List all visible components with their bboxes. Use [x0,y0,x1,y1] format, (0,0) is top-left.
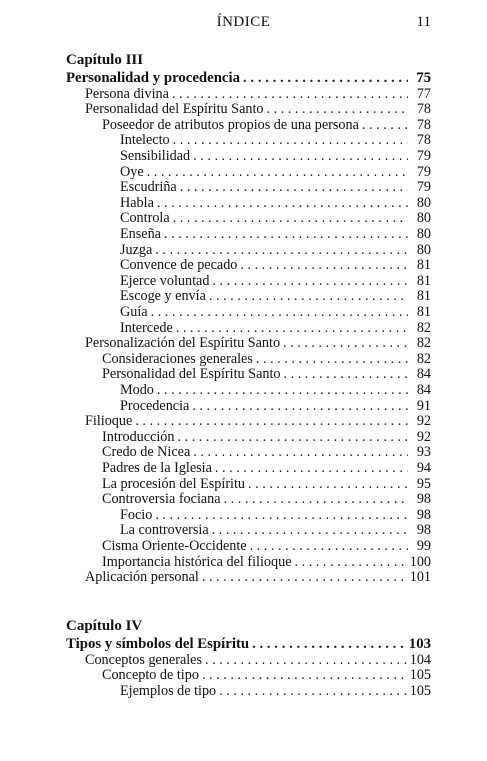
toc-entry-label: Modo [120,382,154,398]
toc-entry-label: Intelecto [120,132,170,149]
toc-entry-label: La procesión del Espíritu [102,475,246,492]
toc-entry-page: 79 [416,179,431,196]
toc-entry-page: 92 [416,413,431,430]
toc-entry-page: 78 [416,101,431,118]
toc-entry-label: Personalidad y procedencia [66,70,241,86]
toc-entry-label: Persona divina [85,85,169,102]
toc-entry-page: 101 [409,569,431,586]
toc-entry-page: 75 [416,70,431,86]
toc-entry-label: Guía [120,304,148,320]
toc-entry-page: 98 [416,491,431,508]
toc-entry-label: Oye [120,163,144,180]
toc-entry-page: 79 [416,163,431,180]
toc-entry-page: 84 [416,382,431,398]
toc-entry-page: 93 [416,444,431,461]
toc-entry [102,460,431,476]
dot-leader [256,351,408,367]
dot-leader [155,507,408,523]
toc-entry-page: 77 [416,85,431,102]
toc-entry-label: Intercede [120,319,173,336]
toc-entry-label: Aplicación personal [85,569,199,586]
dot-leader [147,164,408,180]
toc-entry-page: 81 [416,304,431,320]
toc-entry-label: Escudriña [120,179,177,196]
dot-leader [248,476,408,492]
dot-leader [173,210,408,226]
toc-entry [120,257,431,273]
toc-entry-label: Ejemplos de tipo [120,682,217,699]
toc-entry-label: Personalidad del Espíritu Santo [102,366,281,383]
toc-entry-label: Focio [120,506,153,523]
chapter-label: Capítulo IV [66,618,143,634]
dot-leader [252,636,406,652]
toc-entry [120,288,431,304]
toc-entry [120,195,431,211]
toc-entry-page: 98 [416,522,431,539]
dot-leader [202,569,407,585]
toc-entry-label: Importancia histórica del filioque [102,553,292,570]
toc-entry [85,335,431,351]
toc-entry-label: Tipos y símbolos del Espíritu [66,636,250,652]
toc-entry-page: 78 [416,116,431,133]
toc-entry [102,351,431,367]
toc-entry-page: 82 [416,335,431,352]
toc-entry-label: Personalidad del Espíritu Santo [85,101,264,118]
dot-leader [205,652,407,668]
toc-entry [102,429,431,445]
dot-leader [164,226,408,242]
toc-entry-label: Padres de la Iglesia [102,460,212,476]
toc-entry-label: Controla [120,210,170,227]
dot-leader [151,304,408,320]
toc-entry-page: 84 [416,366,431,383]
dot-leader [173,132,408,148]
toc-entry-page: 80 [416,226,431,242]
toc-entry-page: 98 [416,506,431,523]
dot-leader [224,491,408,507]
toc-entry [85,101,431,117]
toc-entry [120,304,431,320]
toc-entry [120,398,431,414]
toc-entry-label: Filioque [85,413,133,430]
toc-entry-label: Controversia fociana [102,491,221,508]
toc-entry-page: 81 [416,257,431,274]
dot-leader [284,366,408,382]
toc-entry-label: Conceptos generales [85,651,203,668]
toc-entry-label: Cisma Oriente-Occidente [102,538,247,554]
toc-entry [120,507,431,523]
toc-entry-label: Concepto de tipo [102,667,199,684]
dot-leader [178,429,409,445]
toc-entry [120,179,431,195]
toc-entry-page: 91 [416,397,431,414]
toc-entry-label: Procedencia [120,397,190,414]
toc-entry [102,366,431,382]
toc-entry-page: 79 [416,148,431,164]
toc-entry-label: Consideraciones generales [102,350,253,367]
toc-entry-page: 94 [416,460,431,476]
dot-leader [176,320,408,336]
dot-leader [362,117,408,133]
dot-leader [180,179,408,195]
toc-entry [85,413,431,429]
toc-entry-label: Sensibilidad [120,148,191,164]
toc-entry-label: Escoge y envía [120,288,206,305]
toc-entry-page: 95 [416,475,431,492]
toc-entry-page: 81 [416,288,431,305]
toc-entry-label: Poseedor de atributos propios de una persona [102,116,359,133]
dot-leader [155,242,408,258]
page-title: ÍNDICE [216,14,271,30]
toc-entry-page: 100 [409,553,431,570]
toc-entry [120,273,431,289]
dot-leader [157,195,408,211]
chapter-title-entry [66,636,431,652]
toc-entry [102,117,431,133]
toc-entry-page: 80 [416,210,431,227]
toc-entry [85,652,431,668]
toc-entry [102,538,431,554]
toc-entry-page: 82 [416,319,431,336]
toc-entry-page: 82 [416,350,431,367]
toc-entry [120,148,431,164]
toc-entry [120,320,431,336]
toc-entry-page: 81 [416,272,431,289]
toc-entry [120,242,431,258]
toc-entry-label: Convence de pecado [120,257,238,274]
dot-leader [212,522,408,538]
page-number: 11 [416,14,431,30]
toc-entry [102,476,431,492]
dot-leader [215,460,408,476]
dot-leader [193,148,408,164]
dot-leader [135,413,408,429]
dot-leader [243,70,408,86]
toc-entry [120,683,431,699]
toc-entry [120,226,431,242]
running-head [0,14,487,36]
dot-leader [209,288,408,304]
toc-entry-page: 103 [408,636,431,652]
toc-entry-label: Habla [120,194,154,211]
dot-leader [172,86,408,102]
toc-entry-page: 105 [409,667,431,684]
toc-entry [102,491,431,507]
toc-entry-label: Introducción [102,428,175,445]
toc-entry-label: Credo de Nicea [102,444,191,461]
dot-leader [267,101,408,117]
toc-entry-page: 105 [409,682,431,699]
toc-entry [102,554,431,570]
toc-entry [120,522,431,538]
dot-leader [283,335,408,351]
toc-entry-page: 80 [416,194,431,211]
toc-entry-page: 80 [416,241,431,258]
toc-entry-page: 78 [416,132,431,149]
dot-leader [212,273,408,289]
dot-leader [240,257,408,273]
toc-entry-page: 92 [416,428,431,445]
toc-entry [102,667,431,683]
dot-leader [202,667,407,683]
toc-entry [120,382,431,398]
toc-entry-label: La controversia [120,522,209,539]
toc-entry-page: 99 [416,538,431,554]
chapter-label: Capítulo III [66,52,144,68]
toc-entry-label: Juzga [120,241,153,258]
toc-entry [102,444,431,460]
toc-entry-label: Personalización del Espíritu Santo [85,335,281,352]
dot-leader [192,398,408,414]
chapter-title-entry [66,70,431,86]
dot-leader [157,382,408,398]
toc-entry-page: 104 [409,651,431,668]
dot-leader [193,444,408,460]
toc-entry [120,210,431,226]
dot-leader [250,538,408,554]
toc-entry [120,132,431,148]
toc-entry-label: Ejerce voluntad [120,272,210,289]
toc-entry [85,86,431,102]
dot-leader [295,554,407,570]
toc-entry-label: Enseña [120,226,161,242]
toc-entry [120,164,431,180]
dot-leader [219,683,407,699]
toc-entry [85,569,431,585]
